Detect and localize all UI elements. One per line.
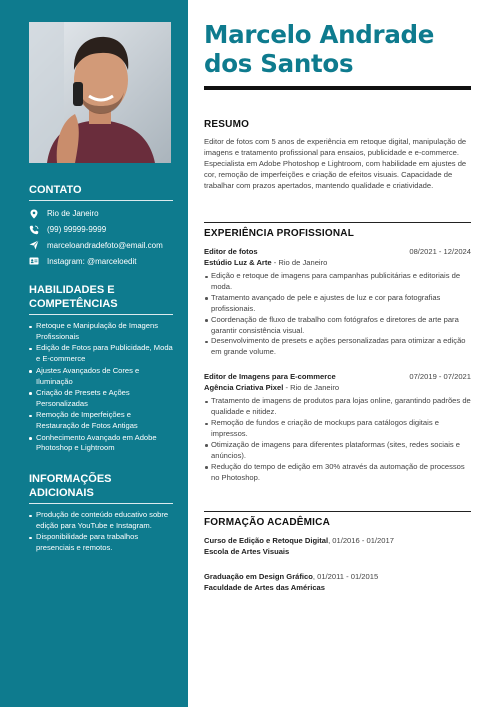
additional-list xyxy=(29,510,173,554)
contact-title: CONTATO xyxy=(29,183,173,201)
skills-title: HABILIDADES E COMPETÊNCIAS xyxy=(29,283,173,315)
profile-photo xyxy=(29,22,171,163)
summary-text: Editor de fotos com 5 anos de experiência em retoque digital, manipulação de imagens e tratamento profissional para ensaios, publicidade e e-commerce. Especialista em Adobe Photoshop e Lightroom, com habilidade em ajustes de cor, remoção de imperfeições e criação de efeitos visuais. Capacidade de trabalhar com prazos apertados, mantendo qualidade e criatividade. xyxy=(204,137,467,190)
list-item: Remoção de Imperfeições e Restauração de Fotos Antigas xyxy=(29,410,173,432)
list-item: Coordenação de fluxo de trabalho com fotógrafos e diretores de arte para garantir consistência visual. xyxy=(204,315,471,337)
skills-section xyxy=(29,283,173,455)
job-entry xyxy=(204,246,471,358)
company-location: - Rio de Janeiro xyxy=(271,258,328,267)
summary-title: RESUMO xyxy=(204,119,250,130)
skills-list xyxy=(29,321,173,454)
list-item: Tratamento avançado de pele e ajustes de luz e cor para fotografias profissionais. xyxy=(204,293,471,315)
list-item: Ajustes Avançados de Cores e Iluminação xyxy=(29,366,173,388)
list-item: Otimização de imagens para diferentes plataformas (sites, redes sociais e anúncios). xyxy=(204,440,471,462)
job-bullets xyxy=(204,271,471,358)
list-item: Conhecimento Avançado em Adobe Photoshop e Lightroom xyxy=(29,433,173,455)
contact-instagram[interactable] xyxy=(29,253,173,269)
contact-location-text: Rio de Janeiro xyxy=(47,209,99,219)
page-title: Marcelo Andrade dos Santos xyxy=(204,20,435,78)
list-item: Tratamento de imagens de produtos para lojas online, garantindo padrões de qualidade e nitidez. xyxy=(204,396,471,418)
title-divider xyxy=(204,86,471,90)
summary-section xyxy=(204,118,471,192)
contact-phone-text: (99) 99999-9999 xyxy=(47,225,107,235)
course-name: Curso de Edição e Retoque Digital xyxy=(204,536,329,545)
id-card-icon xyxy=(29,256,47,266)
list-item: Retoque e Manipulação de Imagens Profissionais xyxy=(29,321,173,343)
school-name: Faculdade de Artes das Américas xyxy=(204,583,325,592)
contact-location xyxy=(29,206,173,222)
contact-instagram-text: Instagram: @marceloedit xyxy=(47,256,137,266)
education-entry xyxy=(204,571,471,593)
list-item: Remoção de fundos e criação de mockups para catálogos digitais e impressos. xyxy=(204,418,471,440)
contact-email[interactable] xyxy=(29,238,173,254)
job-dates: 07/2019 - 07/2021 xyxy=(409,372,471,382)
list-item: Desenvolvimento de presets e ações personalizadas para otimizar a edição em grande volume. xyxy=(204,336,471,358)
list-item: Edição e retoque de imagens para campanhas publicitárias e editoriais de moda. xyxy=(204,271,471,293)
job-title: Editor de fotos xyxy=(204,247,258,256)
education-entry xyxy=(204,535,471,557)
company-name: Estúdio Luz & Arte xyxy=(204,258,272,267)
company-location: - Rio de Janeiro xyxy=(283,383,340,393)
company-name: Agência Criativa Pixel xyxy=(204,383,284,393)
list-item: Edição de Fotos para Publicidade, Moda e E-commerce xyxy=(29,343,173,365)
job-bullets xyxy=(204,396,471,483)
experience-section xyxy=(204,222,471,484)
additional-title: INFORMAÇÕES ADICIONAIS xyxy=(29,472,173,504)
job-dates: 08/2021 - 12/2024 xyxy=(409,247,471,256)
job-title: Editor de Imagens para E-commerce xyxy=(204,372,336,382)
experience-title: EXPERIÊNCIA PROFISSIONAL xyxy=(204,222,471,240)
send-icon xyxy=(29,240,47,250)
course-dates: , 01/2016 - 01/2017 xyxy=(328,536,394,545)
contact-list xyxy=(29,206,173,269)
contact-section xyxy=(29,183,173,269)
list-item: Criação de Presets e Ações Personalizadas xyxy=(29,388,173,410)
contact-email-text: marceloandradefoto@email.com xyxy=(47,240,163,250)
sidebar xyxy=(0,0,188,707)
location-pin-icon xyxy=(29,209,47,219)
list-item: Disponibilidade para trabalhos presenciais e remotos. xyxy=(29,532,173,554)
phone-icon xyxy=(29,225,47,235)
job-company xyxy=(204,257,471,268)
list-item: Produção de conteúdo educativo sobre edição para YouTube e Instagram. xyxy=(29,510,173,532)
course-dates: , 01/2011 - 01/2015 xyxy=(312,572,379,581)
additional-section xyxy=(29,472,173,555)
education-section xyxy=(204,511,471,593)
list-item: Redução do tempo de edição em 30% através da automação de processos no Photoshop. xyxy=(204,462,471,484)
education-title: FORMAÇÃO ACADÊMICA xyxy=(204,511,471,529)
course-name: Graduação em Design Gráfico xyxy=(204,572,313,581)
school-name: Escola de Artes Visuais xyxy=(204,547,290,556)
contact-phone[interactable] xyxy=(29,222,173,238)
job-entry xyxy=(204,371,471,483)
job-company xyxy=(204,382,471,393)
